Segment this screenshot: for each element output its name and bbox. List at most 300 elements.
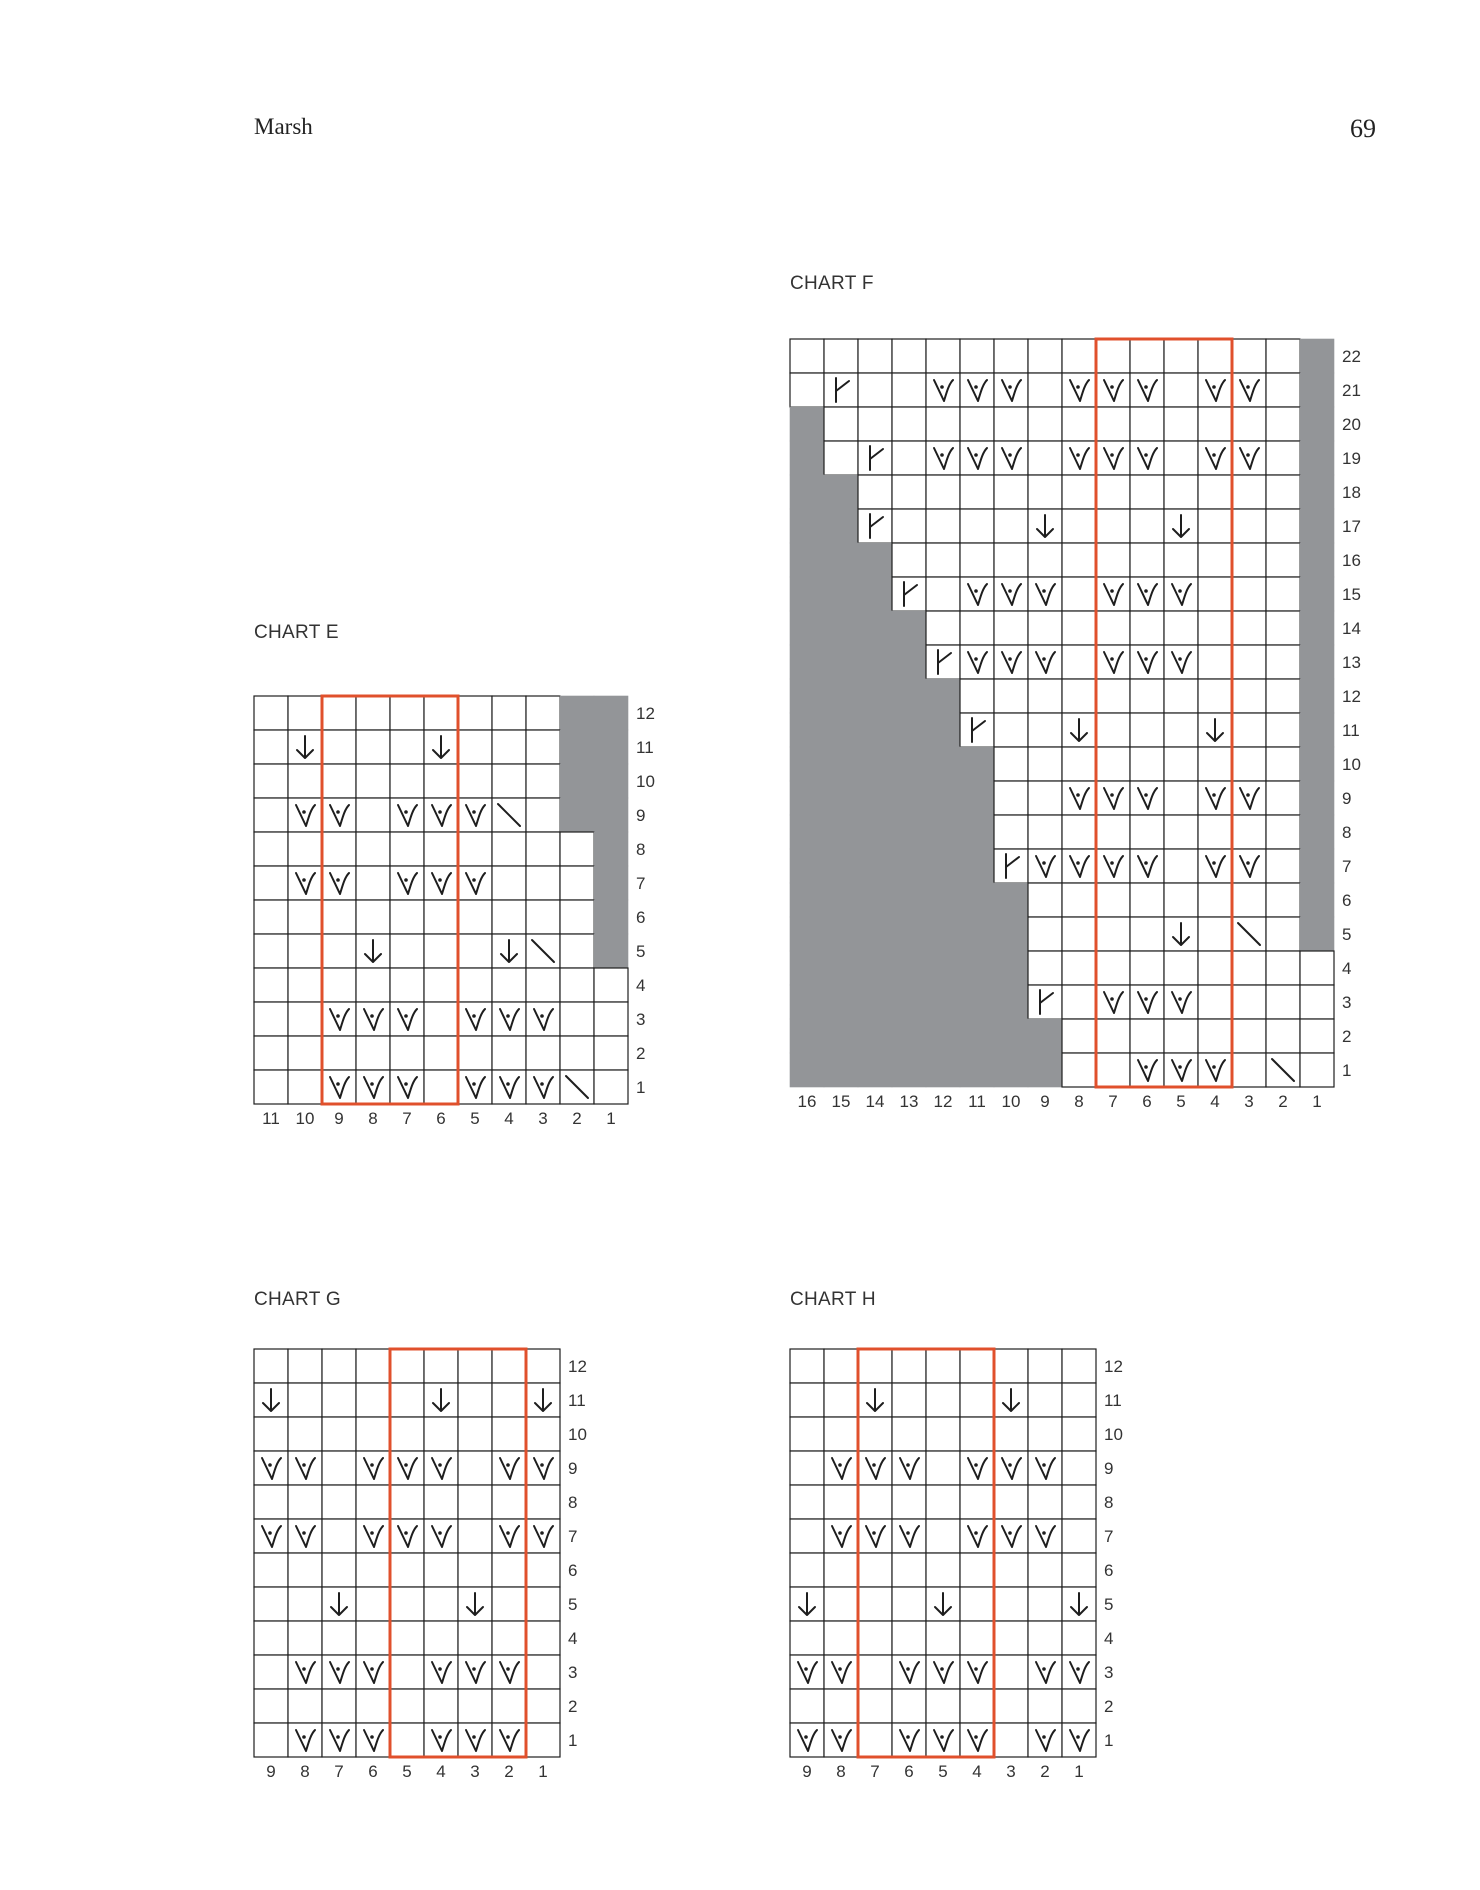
- row-number: 10: [568, 1425, 587, 1444]
- row-number: 7: [636, 874, 646, 893]
- stitch-cell: [960, 577, 994, 611]
- no-stitch-cell: [824, 883, 859, 918]
- stitch-cell: [560, 1036, 594, 1070]
- row-number: 6: [636, 908, 646, 927]
- no-stitch-cell: [994, 883, 1029, 918]
- stitch-number: 16: [797, 1092, 817, 1111]
- row-number: 16: [1342, 551, 1361, 570]
- stitch-cell: [322, 1383, 356, 1417]
- stitch-cell: [594, 1036, 628, 1070]
- stitch-number: 5: [938, 1762, 948, 1781]
- stitch-cell: [1164, 815, 1198, 849]
- no-stitch-cell: [790, 781, 825, 816]
- no-stitch-cell: [892, 849, 927, 884]
- stitch-cell: [790, 373, 824, 407]
- stitch-cell: [288, 1002, 322, 1036]
- stitch-cell: [960, 1689, 994, 1723]
- stitch-cell: [288, 1036, 322, 1070]
- stitch-cell: [1266, 883, 1300, 917]
- stitch-cell: [492, 1383, 526, 1417]
- stitch-number: 3: [538, 1109, 548, 1128]
- row-number: 6: [568, 1561, 578, 1580]
- row-number: 8: [636, 840, 646, 859]
- no-stitch-cell: [824, 1053, 859, 1088]
- stitch-cell: [424, 1621, 458, 1655]
- stitch-number: 7: [334, 1762, 344, 1781]
- row-number: 14: [1342, 619, 1361, 638]
- stitch-cell: [356, 900, 390, 934]
- stitch-cell: [1096, 407, 1130, 441]
- stitch-cell: [1096, 339, 1130, 373]
- no-stitch-cell: [560, 764, 595, 799]
- stitch-cell: [458, 900, 492, 934]
- stitch-cell: [492, 832, 526, 866]
- stitch-cell: [254, 934, 288, 968]
- stitch-cell: [288, 968, 322, 1002]
- no-stitch-cell: [858, 849, 893, 884]
- stitch-cell: [1028, 339, 1062, 373]
- stitch-cell: [322, 1036, 356, 1070]
- stitch-number: 7: [870, 1762, 880, 1781]
- stitch-cell: [926, 1621, 960, 1655]
- stitch-cell: [790, 1621, 824, 1655]
- stitch-cell: [960, 1383, 994, 1417]
- no-stitch-cell: [926, 781, 961, 816]
- stitch-cell: [1096, 509, 1130, 543]
- stitch-number: 4: [504, 1109, 514, 1128]
- stitch-cell: [790, 1349, 824, 1383]
- row-number: 20: [1342, 415, 1361, 434]
- stitch-cell: [892, 475, 926, 509]
- no-stitch-cell: [594, 730, 629, 765]
- stitch-cell: [1096, 679, 1130, 713]
- stitch-cell: [1130, 781, 1164, 815]
- stitch-cell: [1028, 1655, 1062, 1689]
- stitch-cell: [526, 1002, 560, 1036]
- stitch-cell: [858, 1349, 892, 1383]
- stitch-cell: [1266, 543, 1300, 577]
- stitch-cell: [458, 866, 492, 900]
- stitch-cell: [1096, 577, 1130, 611]
- row-number: 22: [1342, 347, 1361, 366]
- stitch-cell: [858, 373, 892, 407]
- stitch-number: 3: [1244, 1092, 1254, 1111]
- stitch-cell: [492, 1451, 526, 1485]
- stitch-number: 8: [368, 1109, 378, 1128]
- stitch-number: 3: [470, 1762, 480, 1781]
- no-stitch-cell: [594, 764, 629, 799]
- stitch-cell: [994, 1417, 1028, 1451]
- row-number: 8: [1342, 823, 1352, 842]
- stitch-cell: [1232, 781, 1266, 815]
- stitch-cell: [1028, 781, 1062, 815]
- stitch-cell: [356, 1002, 390, 1036]
- stitch-cell: [892, 1383, 926, 1417]
- no-stitch-cell: [960, 883, 995, 918]
- stitch-cell: [926, 1485, 960, 1519]
- no-stitch-cell: [824, 645, 859, 680]
- stitch-cell: [390, 934, 424, 968]
- stitch-cell: [254, 832, 288, 866]
- row-number: 4: [1342, 959, 1352, 978]
- no-stitch-cell: [926, 747, 961, 782]
- row-number: 3: [636, 1010, 646, 1029]
- stitch-number: 11: [262, 1109, 280, 1128]
- no-stitch-cell: [790, 611, 825, 646]
- stitch-number: 5: [402, 1762, 412, 1781]
- stitch-cell: [1266, 407, 1300, 441]
- stitch-cell: [1266, 917, 1300, 951]
- stitch-cell: [892, 509, 926, 543]
- chart-cells: [254, 1349, 560, 1757]
- stitch-cell: [458, 934, 492, 968]
- stitch-cell: [594, 968, 628, 1002]
- stitch-cell: [892, 339, 926, 373]
- stitch-cell: [492, 1002, 526, 1036]
- stitch-cell: [1164, 951, 1198, 985]
- no-stitch-cell: [790, 645, 825, 680]
- stitch-cell: [1232, 951, 1266, 985]
- no-stitch-cell: [594, 900, 629, 935]
- stitch-cell: [926, 475, 960, 509]
- stitch-cell: [994, 509, 1028, 543]
- stitch-cell: [1198, 917, 1232, 951]
- stitch-cell: [390, 1451, 424, 1485]
- row-number: 5: [568, 1595, 578, 1614]
- stitch-cell: [994, 713, 1028, 747]
- no-stitch-cell: [824, 815, 859, 850]
- stitch-cell: [960, 339, 994, 373]
- stitch-cell: [1232, 611, 1266, 645]
- stitch-cell: [824, 407, 858, 441]
- stitch-cell: [356, 1070, 390, 1104]
- stitch-cell: [322, 764, 356, 798]
- stitch-cell: [1028, 679, 1062, 713]
- no-stitch-cell: [858, 747, 893, 782]
- no-stitch-cell: [960, 747, 995, 782]
- stitch-cell: [1300, 951, 1334, 985]
- stitch-cell: [288, 1689, 322, 1723]
- stitch-cell: [526, 1451, 560, 1485]
- stitch-cell: [1096, 611, 1130, 645]
- stitch-cell: [960, 509, 994, 543]
- no-stitch-cell: [560, 696, 595, 731]
- stitch-number: 9: [266, 1762, 276, 1781]
- stitch-cell: [254, 1070, 288, 1104]
- stitch-cell: [492, 1349, 526, 1383]
- stitch-cell: [254, 1587, 288, 1621]
- stitch-cell: [390, 1036, 424, 1070]
- no-stitch-cell: [858, 645, 893, 680]
- stitch-cell: [1062, 679, 1096, 713]
- stitch-cell: [458, 1519, 492, 1553]
- stitch-cell: [1266, 577, 1300, 611]
- stitch-cell: [560, 934, 594, 968]
- stitch-cell: [960, 373, 994, 407]
- row-number: 2: [636, 1044, 646, 1063]
- running-head: Marsh: [254, 114, 313, 139]
- stitch-cell: [892, 577, 926, 611]
- stitch-cell: [790, 1519, 824, 1553]
- stitch-cell: [994, 781, 1028, 815]
- no-stitch-cell: [824, 1019, 859, 1054]
- stitch-cell: [560, 1002, 594, 1036]
- stitch-cell: [254, 866, 288, 900]
- stitch-cell: [1062, 1019, 1096, 1053]
- stitch-cell: [1164, 339, 1198, 373]
- no-stitch-cell: [790, 475, 825, 510]
- stitch-cell: [526, 1655, 560, 1689]
- stitch-cell: [824, 1723, 858, 1757]
- stitch-cell: [1028, 611, 1062, 645]
- stitch-cell: [492, 1723, 526, 1757]
- stitch-cell: [560, 900, 594, 934]
- stitch-cell: [1062, 1349, 1096, 1383]
- stitch-cell: [424, 1070, 458, 1104]
- stitch-cell: [288, 1485, 322, 1519]
- row-number: 9: [568, 1459, 578, 1478]
- stitch-cell: [458, 1621, 492, 1655]
- stitch-cell: [824, 1655, 858, 1689]
- stitch-cell: [390, 1070, 424, 1104]
- stitch-cell: [492, 764, 526, 798]
- row-number: 7: [1342, 857, 1352, 876]
- no-stitch-cell: [594, 934, 629, 969]
- stitch-cell: [1198, 883, 1232, 917]
- stitch-cell: [390, 730, 424, 764]
- no-stitch-cell: [790, 747, 825, 782]
- stitch-cell: [1062, 1451, 1096, 1485]
- no-stitch-cell: [858, 815, 893, 850]
- stitch-cell: [1062, 1553, 1096, 1587]
- stitch-cell: [1232, 475, 1266, 509]
- stitch-cell: [492, 1689, 526, 1723]
- row-number: 4: [1104, 1629, 1114, 1648]
- stitch-cell: [960, 611, 994, 645]
- stitch-number: 9: [1040, 1092, 1050, 1111]
- stitch-cell: [892, 373, 926, 407]
- row-number: 5: [1104, 1595, 1114, 1614]
- stitch-cell: [526, 1723, 560, 1757]
- stitch-cell: [356, 832, 390, 866]
- stitch-cell: [526, 832, 560, 866]
- stitch-cell: [1028, 1417, 1062, 1451]
- stitch-cell: [1130, 951, 1164, 985]
- page-number: 69: [1350, 114, 1376, 143]
- stitch-cell: [1232, 509, 1266, 543]
- stitch-cell: [356, 1485, 390, 1519]
- no-stitch-cell: [560, 798, 595, 833]
- stitch-cell: [1130, 577, 1164, 611]
- no-stitch-cell: [994, 985, 1029, 1020]
- no-stitch-cell: [926, 713, 961, 748]
- stitch-cell: [994, 1689, 1028, 1723]
- stitch-cell: [1232, 713, 1266, 747]
- stitch-cell: [390, 1553, 424, 1587]
- stitch-cell: [288, 1451, 322, 1485]
- stitch-cell: [254, 730, 288, 764]
- row-number: 11: [1342, 721, 1360, 740]
- row-number: 6: [1342, 891, 1352, 910]
- stitch-cell: [790, 1553, 824, 1587]
- stitch-cell: [560, 968, 594, 1002]
- stitch-cell: [526, 1417, 560, 1451]
- stitch-cell: [1096, 713, 1130, 747]
- no-stitch-cell: [892, 747, 927, 782]
- stitch-cell: [1062, 1621, 1096, 1655]
- stitch-cell: [994, 577, 1028, 611]
- stitch-cell: [1266, 475, 1300, 509]
- no-stitch-cell: [790, 917, 825, 952]
- row-number: 7: [568, 1527, 578, 1546]
- no-stitch-cell: [790, 951, 825, 986]
- stitch-cell: [458, 832, 492, 866]
- stitch-cell: [526, 764, 560, 798]
- stitch-cell: [322, 1349, 356, 1383]
- stitch-cell: [994, 611, 1028, 645]
- stitch-cell: [390, 1655, 424, 1689]
- row-number: 5: [636, 942, 646, 961]
- stitch-cell: [1198, 1019, 1232, 1053]
- no-stitch-cell: [790, 985, 825, 1020]
- stitch-cell: [526, 1036, 560, 1070]
- stitch-cell: [1198, 747, 1232, 781]
- no-stitch-cell: [1300, 407, 1335, 442]
- stitch-cell: [1130, 713, 1164, 747]
- row-number: 8: [568, 1493, 578, 1512]
- stitch-cell: [858, 1655, 892, 1689]
- row-number: 10: [1104, 1425, 1123, 1444]
- stitch-cell: [492, 1621, 526, 1655]
- stitch-cell: [1028, 407, 1062, 441]
- row-number: 12: [1342, 687, 1361, 706]
- no-stitch-cell: [858, 1019, 893, 1054]
- row-number: 11: [1104, 1391, 1122, 1410]
- stitch-cell: [1130, 849, 1164, 883]
- stitch-cell: [994, 849, 1028, 883]
- stitch-cell: [926, 407, 960, 441]
- stitch-cell: [254, 696, 288, 730]
- stitch-cell: [254, 968, 288, 1002]
- stitch-cell: [1266, 713, 1300, 747]
- stitch-cell: [892, 1519, 926, 1553]
- stitch-cell: [1130, 985, 1164, 1019]
- no-stitch-cell: [824, 781, 859, 816]
- stitch-cell: [1164, 781, 1198, 815]
- no-stitch-cell: [1300, 373, 1335, 408]
- row-number: 4: [568, 1629, 578, 1648]
- stitch-cell: [288, 1655, 322, 1689]
- stitch-cell: [254, 1689, 288, 1723]
- no-stitch-cell: [960, 781, 995, 816]
- row-number: 8: [1104, 1493, 1114, 1512]
- stitch-cell: [1062, 917, 1096, 951]
- stitch-cell: [356, 1417, 390, 1451]
- stitch-cell: [288, 696, 322, 730]
- stitch-cell: [492, 696, 526, 730]
- chart-e-title: CHART E: [254, 622, 339, 643]
- no-stitch-cell: [960, 917, 995, 952]
- no-stitch-cell: [790, 1019, 825, 1054]
- stitch-cell: [1028, 1553, 1062, 1587]
- stitch-cell: [1164, 1019, 1198, 1053]
- stitch-cell: [1232, 543, 1266, 577]
- stitch-cell: [1028, 1451, 1062, 1485]
- stitch-cell: [1300, 985, 1334, 1019]
- no-stitch-cell: [594, 832, 629, 867]
- stitch-cell: [926, 373, 960, 407]
- stitch-cell: [390, 968, 424, 1002]
- no-stitch-cell: [926, 679, 961, 714]
- stitch-cell: [994, 645, 1028, 679]
- stitch-number: 14: [865, 1092, 885, 1111]
- row-number: 9: [636, 806, 646, 825]
- stitch-cell: [1028, 577, 1062, 611]
- stitch-cell: [790, 1655, 824, 1689]
- stitch-cell: [322, 1723, 356, 1757]
- stitch-cell: [1096, 985, 1130, 1019]
- no-stitch-cell: [960, 951, 995, 986]
- row-number: 4: [636, 976, 646, 995]
- stitch-number: 6: [1142, 1092, 1152, 1111]
- stitch-cell: [858, 1587, 892, 1621]
- no-stitch-cell: [790, 849, 825, 884]
- stitch-cell: [960, 1417, 994, 1451]
- stitch-cell: [1164, 475, 1198, 509]
- stitch-cell: [288, 1070, 322, 1104]
- stitch-cell: [288, 934, 322, 968]
- stitch-cell: [1232, 407, 1266, 441]
- stitch-cell: [1028, 1519, 1062, 1553]
- stitch-number: 6: [436, 1109, 446, 1128]
- stitch-number: 9: [334, 1109, 344, 1128]
- stitch-cell: [790, 1723, 824, 1757]
- stitch-cell: [1198, 815, 1232, 849]
- no-stitch-cell: [824, 577, 859, 612]
- row-number: 2: [1342, 1027, 1352, 1046]
- stitch-cell: [458, 1689, 492, 1723]
- stitch-cell: [254, 1002, 288, 1036]
- stitch-cell: [1096, 475, 1130, 509]
- no-stitch-cell: [960, 1053, 995, 1088]
- stitch-cell: [1232, 339, 1266, 373]
- no-stitch-cell: [1300, 679, 1335, 714]
- stitch-cell: [824, 373, 858, 407]
- stitch-cell: [960, 1349, 994, 1383]
- stitch-cell: [1198, 611, 1232, 645]
- stitch-cell: [1164, 747, 1198, 781]
- no-stitch-cell: [790, 407, 825, 442]
- stitch-cell: [288, 900, 322, 934]
- stitch-cell: [994, 441, 1028, 475]
- stitch-number: 3: [1006, 1762, 1016, 1781]
- stitch-cell: [960, 679, 994, 713]
- stitch-number: 12: [933, 1092, 953, 1111]
- stitch-cell: [322, 832, 356, 866]
- stitch-cell: [1232, 815, 1266, 849]
- stitch-cell: [1096, 1019, 1130, 1053]
- stitch-cell: [1164, 577, 1198, 611]
- stitch-cell: [1062, 475, 1096, 509]
- stitch-cell: [458, 1655, 492, 1689]
- stitch-cell: [1062, 1689, 1096, 1723]
- stitch-cell: [390, 1417, 424, 1451]
- stitch-cell: [960, 407, 994, 441]
- no-stitch-cell: [1300, 577, 1335, 612]
- stitch-cell: [288, 1587, 322, 1621]
- stitch-number: 5: [470, 1109, 480, 1128]
- stitch-cell: [254, 1621, 288, 1655]
